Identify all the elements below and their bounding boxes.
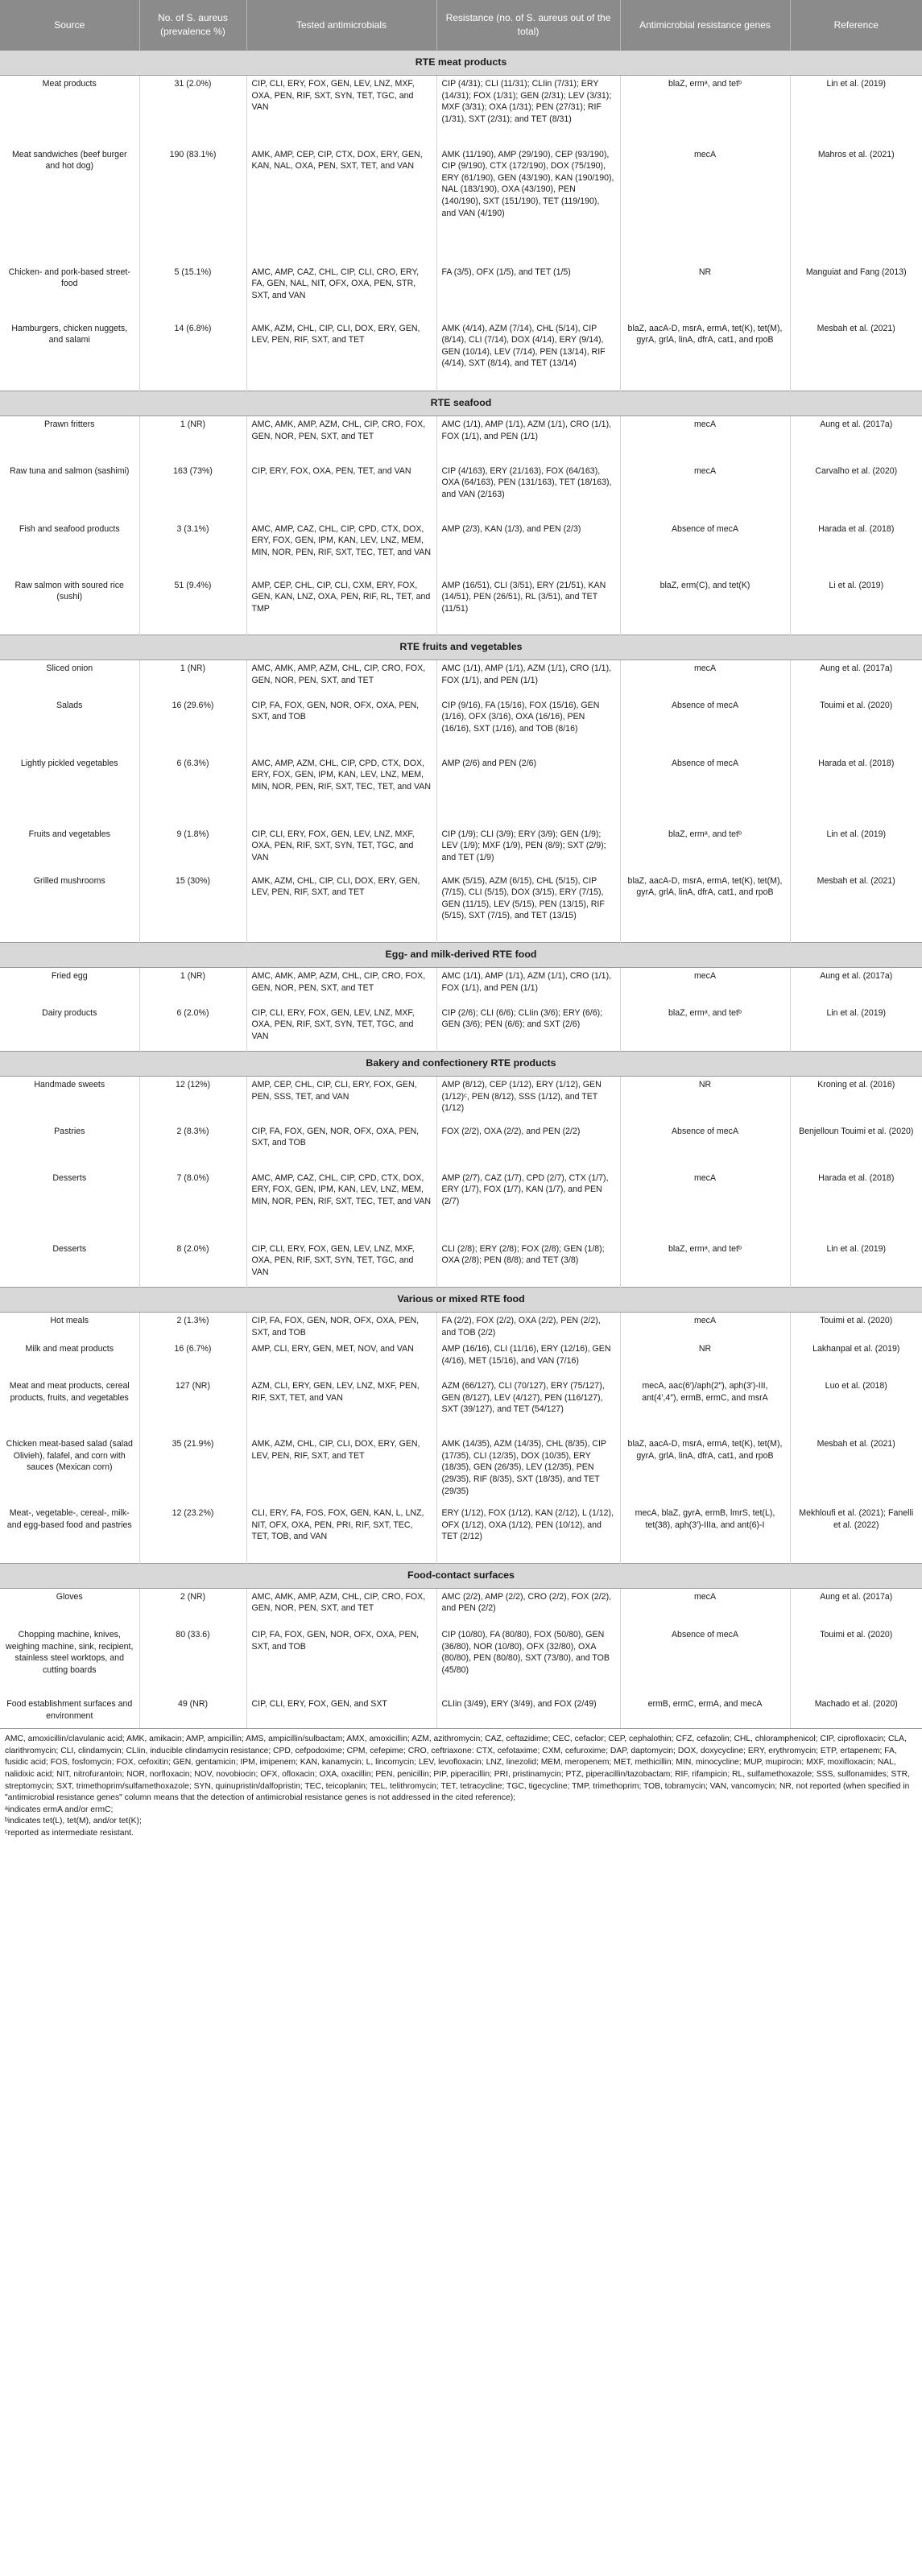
cell-genes: mecA bbox=[620, 1313, 790, 1342]
cell-genes: mecA, aac(6′)/aph(2″), aph(3′)-III, ant(4′,4″), ermB, ermC, and msrA bbox=[620, 1378, 790, 1436]
cell-antimicrobials: CIP, CLI, ERY, FOX, GEN, LEV, LNZ, MXF, OXA, PEN, RIF, SXT, SYN, TET, TGC, and VAN bbox=[246, 1005, 436, 1052]
cell-genes: Absence of mecA bbox=[620, 697, 790, 755]
cell-source: Meat and meat products, cereal products, fruits, and vegetables bbox=[9, 1381, 130, 1403]
table-row bbox=[0, 1696, 922, 1728]
cell-reference: Lin et al. (2019) bbox=[790, 1241, 922, 1288]
cell-source: Food establishment surfaces and environment bbox=[6, 1699, 133, 1721]
cell-antimicrobials: AZM, CLI, ERY, GEN, LEV, LNZ, MXF, PEN, RIF, SXT, TET, and VAN bbox=[246, 1378, 436, 1436]
cell-resistance: AMP (16/16), CLI (11/16), ERY (12/16), GEN (4/16), MET (15/16), and VAN (7/16) bbox=[436, 1341, 620, 1378]
cell-resistance: AMK (4/14), AZM (7/14), CHL (5/14), CIP (8/14), CLI (7/14), DOX (4/14), ERY (9/14), GEN (10/14), LEV (7/14), PEN (13/14), RIF (4/14), SXT (8/14), and TET (13/14) bbox=[436, 320, 620, 391]
cell-antimicrobials: AMC, AMK, AMP, AZM, CHL, CIP, CRO, FOX, GEN, NOR, PEN, SXT, and TET bbox=[246, 1588, 436, 1627]
cell-antimicrobials: AMP, CLI, ERY, GEN, MET, NOV, and VAN bbox=[246, 1341, 436, 1378]
cell-source: Salads bbox=[56, 700, 83, 710]
cell-prevalence: 6 (6.3%) bbox=[139, 755, 246, 826]
section-header-row bbox=[0, 635, 922, 660]
table-row bbox=[0, 1505, 922, 1563]
cell-source: Prawn fritters bbox=[44, 420, 95, 429]
cell-prevalence: 127 (NR) bbox=[139, 1378, 246, 1436]
cell-reference: Manguiat and Fang (2013) bbox=[790, 264, 922, 320]
cell-resistance: CIP (4/163), ERY (21/163), FOX (64/163), OXA (64/163), PEN (131/163), TET (18/163), and VAN (2/163) bbox=[436, 463, 620, 521]
table-row bbox=[0, 463, 922, 521]
cell-reference: Mesbah et al. (2021) bbox=[790, 873, 922, 943]
cell-prevalence: 2 (NR) bbox=[139, 1588, 246, 1627]
cell-resistance: ERY (1/12), FOX (1/12), KAN (2/12), L (1/12), OFX (1/12), OXA (1/12), PEN (10/12), and TET (2/12) bbox=[436, 1505, 620, 1563]
cell-source: Dairy products bbox=[42, 1007, 97, 1018]
cell-genes: blaZ, aacA-D, msrA, ermA, tet(K), tet(M), gyrA, grlA, linA, dfrA, cat1, and rpoB bbox=[620, 873, 790, 943]
cell-prevalence: 16 (6.7%) bbox=[139, 1341, 246, 1378]
cell-antimicrobials: AMK, AMP, CEP, CIP, CTX, DOX, ERY, GEN, KAN, NAL, OXA, PEN, SXT, TET, and VAN bbox=[246, 147, 436, 264]
cell-resistance: AZM (66/127), CLI (70/127), ERY (75/127), GEN (8/127), LEV (4/127), PEN (116/127), SXT (39/127), and TET (54/127) bbox=[436, 1378, 620, 1436]
section-header-row bbox=[0, 1052, 922, 1077]
cell-reference: Benjelloun Touimi et al. (2020) bbox=[790, 1123, 922, 1170]
cell-genes: ermB, ermC, ermA, and mecA bbox=[620, 1696, 790, 1728]
cell-prevalence: 12 (23.2%) bbox=[139, 1505, 246, 1563]
footnote-b: ᵇindicates tet(L), tet(M), and/or tet(K); bbox=[5, 1817, 142, 1826]
cell-genes: blaZ, aacA-D, msrA, ermA, tet(K), tet(M), gyrA, grlA, linA, dfrA, cat1, and rpoB bbox=[620, 320, 790, 391]
cell-genes: blaZ, ermᵃ, and tetᵇ bbox=[620, 76, 790, 147]
cell-source: Desserts bbox=[52, 1243, 87, 1254]
cell-antimicrobials: AMK, AZM, CHL, CIP, CLI, DOX, ERY, GEN, LEV, PEN, RIF, SXT, and TET bbox=[246, 873, 436, 943]
cell-antimicrobials: CIP, ERY, FOX, OXA, PEN, TET, and VAN bbox=[246, 463, 436, 521]
cell-antimicrobials: AMC, AMP, CAZ, CHL, CIP, CPD, CTX, DOX, ERY, FOX, GEN, IPM, KAN, LEV, LNZ, MEM, MIN, NOR, PEN, RIF, SXT, TEC, TET, and VAN bbox=[246, 521, 436, 577]
cell-resistance: AMK (14/35), AZM (14/35), CHL (8/35), CIP (17/35), CLI (12/35), DOX (10/35), ERY (18/35), GEN (26/35), LEV (12/35), PEN (29/35), RIF (8/35), SXT (18/35), and TET (29/35) bbox=[436, 1436, 620, 1505]
cell-resistance: AMC (1/1), AMP (1/1), AZM (1/1), CRO (1/1), FOX (1/1), and PEN (1/1) bbox=[436, 660, 620, 697]
table-row bbox=[0, 416, 922, 463]
section-title: RTE seafood bbox=[0, 391, 922, 416]
cell-reference: Mesbah et al. (2021) bbox=[790, 320, 922, 391]
header-antimicrobials: Tested antimicrobials bbox=[246, 0, 436, 51]
cell-resistance: CIP (1/9); CLI (3/9); ERY (3/9); GEN (1/9); LEV (1/9); MXF (1/9), PEN (8/9); SXT (2/9); and TET (1/9) bbox=[436, 826, 620, 873]
cell-reference: Aung et al. (2017a) bbox=[790, 416, 922, 463]
table-row bbox=[0, 1436, 922, 1505]
cell-reference: Mahros et al. (2021) bbox=[790, 147, 922, 264]
cell-resistance: AMP (2/7), CAZ (1/7), CPD (2/7), CTX (1/7), ERY (1/7), FOX (1/7), KAN (1/7), and PEN (2/7) bbox=[436, 1170, 620, 1241]
cell-reference: Harada et al. (2018) bbox=[790, 755, 922, 826]
footnote-c: ᶜreported as intermediate resistant. bbox=[5, 1829, 134, 1838]
cell-reference: Touimi et al. (2020) bbox=[790, 697, 922, 755]
table-body bbox=[0, 51, 922, 1729]
cell-genes: mecA bbox=[620, 416, 790, 463]
table-row bbox=[0, 1588, 922, 1627]
cell-reference: Lin et al. (2019) bbox=[790, 1005, 922, 1052]
cell-resistance: AMC (1/1), AMP (1/1), AZM (1/1), CRO (1/1), FOX (1/1), and PEN (1/1) bbox=[436, 968, 620, 1005]
cell-resistance: CIP (4/31); CLI (11/31); CLIin (7/31); ERY (14/31); FOX (1/31); GEN (2/31); LEV (3/31); MXF (3/31); OXA (1/31); PEN (27/31); RIF (1/31), SXT (2/31); and TET (8/31) bbox=[436, 76, 620, 147]
cell-antimicrobials: CLI, ERY, FA, FOS, FOX, GEN, KAN, L, LNZ, NIT, OFX, OXA, PEN, PRI, RIF, SXT, TEC, TET, TOB, and VAN bbox=[246, 1505, 436, 1563]
section-header-row bbox=[0, 391, 922, 416]
cell-antimicrobials: CIP, CLI, ERY, FOX, GEN, and SXT bbox=[246, 1696, 436, 1728]
cell-source: Sliced onion bbox=[46, 664, 93, 673]
cell-antimicrobials: AMC, AMP, CAZ, CHL, CIP, CPD, CTX, DOX, ERY, FOX, GEN, IPM, KAN, LEV, LNZ, MEM, MIN, NOR, PEN, RIF, SXT, TEC, TET, and VAN bbox=[246, 1170, 436, 1241]
table-row bbox=[0, 755, 922, 826]
table-row bbox=[0, 147, 922, 264]
cell-reference: Aung et al. (2017a) bbox=[790, 968, 922, 1005]
cell-resistance: AMP (2/3), KAN (1/3), and PEN (2/3) bbox=[436, 521, 620, 577]
cell-reference: Li et al. (2019) bbox=[790, 577, 922, 635]
cell-reference: Touimi et al. (2020) bbox=[790, 1627, 922, 1696]
cell-prevalence: 14 (6.8%) bbox=[139, 320, 246, 391]
cell-prevalence: 12 (12%) bbox=[139, 1077, 246, 1123]
cell-antimicrobials: AMP, CEP, CHL, CIP, CLI, ERY, FOX, GEN, PEN, SSS, TET, and VAN bbox=[246, 1077, 436, 1123]
cell-reference: Machado et al. (2020) bbox=[790, 1696, 922, 1728]
table-row bbox=[0, 521, 922, 577]
cell-genes: mecA, blaZ, gyrA, ermB, lmrS, tet(L), tet(38), aph(3′)-IIIa, and ant(6)-I bbox=[620, 1505, 790, 1563]
cell-reference: Mesbah et al. (2021) bbox=[790, 1436, 922, 1505]
table-row bbox=[0, 1627, 922, 1696]
cell-resistance: AMP (2/6) and PEN (2/6) bbox=[436, 755, 620, 826]
cell-prevalence: 31 (2.0%) bbox=[139, 76, 246, 147]
cell-prevalence: 2 (1.3%) bbox=[139, 1313, 246, 1342]
cell-resistance: AMP (16/51), CLI (3/51), ERY (21/51), KAN (14/51), PEN (26/51), RL (3/51), and TET (11/51) bbox=[436, 577, 620, 635]
cell-resistance: AMP (8/12), CEP (1/12), ERY (1/12), GEN (1/12)ᶜ, PEN (8/12), SSS (1/12), and TET (1/12) bbox=[436, 1077, 620, 1123]
table-row bbox=[0, 76, 922, 147]
cell-resistance: CIP (10/80), FA (80/80), FOX (50/80), GEN (36/80), NOR (10/80), OFX (32/80), OXA (80/80), PEN (80/80), SXT (73/80), and TOB (45/80) bbox=[436, 1627, 620, 1696]
cell-genes: Absence of mecA bbox=[620, 755, 790, 826]
cell-genes: mecA bbox=[620, 147, 790, 264]
cell-antimicrobials: CIP, CLI, ERY, FOX, GEN, LEV, LNZ, MXF, OXA, PEN, RIF, SXT, SYN, TET, TGC, and VAN bbox=[246, 76, 436, 147]
section-title: Various or mixed RTE food bbox=[0, 1288, 922, 1313]
cell-source: Meat-, vegetable-, cereal-, milk- and egg-based food and pastries bbox=[6, 1508, 132, 1530]
cell-reference: Harada et al. (2018) bbox=[790, 1170, 922, 1241]
table-row bbox=[0, 1005, 922, 1052]
table-row bbox=[0, 968, 922, 1005]
cell-resistance: CLI (2/8); ERY (2/8); FOX (2/8); GEN (1/8); OXA (2/8); PEN (8/8); and TET (3/8) bbox=[436, 1241, 620, 1288]
table-row bbox=[0, 826, 922, 873]
cell-genes: blaZ, aacA-D, msrA, ermA, tet(K), tet(M), gyrA, grlA, linA, dfrA, cat1, and rpoB bbox=[620, 1436, 790, 1505]
cell-prevalence: 1 (NR) bbox=[139, 416, 246, 463]
cell-antimicrobials: CIP, FA, FOX, GEN, NOR, OFX, OXA, PEN, SXT, and TOB bbox=[246, 1313, 436, 1342]
cell-source: Pastries bbox=[54, 1126, 85, 1136]
cell-antimicrobials: AMP, CEP, CHL, CIP, CLI, CXM, ERY, FOX, GEN, KAN, LNZ, OXA, PEN, RIF, RL, TET, and TMP bbox=[246, 577, 436, 635]
cell-resistance: AMC (2/2), AMP (2/2), CRO (2/2), FOX (2/2), and PEN (2/2) bbox=[436, 1588, 620, 1627]
section-title: Egg- and milk-derived RTE food bbox=[0, 943, 922, 968]
cell-prevalence: 16 (29.6%) bbox=[139, 697, 246, 755]
cell-resistance: FA (3/5), OFX (1/5), and TET (1/5) bbox=[436, 264, 620, 320]
cell-genes: mecA bbox=[620, 463, 790, 521]
cell-antimicrobials: AMK, AZM, CHL, CIP, CLI, DOX, ERY, GEN, LEV, PEN, RIF, SXT, and TET bbox=[246, 1436, 436, 1505]
section-header-row bbox=[0, 51, 922, 76]
cell-prevalence: 9 (1.8%) bbox=[139, 826, 246, 873]
cell-genes: NR bbox=[620, 1341, 790, 1378]
cell-genes: blaZ, ermᵃ, and tetᵇ bbox=[620, 826, 790, 873]
cell-source: Fish and seafood products bbox=[19, 523, 120, 534]
section-title: RTE fruits and vegetables bbox=[0, 635, 922, 660]
cell-resistance: AMK (11/190), AMP (29/190), CEP (93/190), CIP (9/190), CTX (172/190), DOX (75/190), ERY (61/190), GEN (43/190), KAN (190/190), NAL (183/190), OXA (43/190), PEN (140/190), SXT (151/190), TET (119/190), and VAN (4/190) bbox=[436, 147, 620, 264]
section-title: Food-contact surfaces bbox=[0, 1563, 922, 1588]
cell-reference: Carvalho et al. (2020) bbox=[790, 463, 922, 521]
cell-prevalence: 1 (NR) bbox=[139, 660, 246, 697]
table-row bbox=[0, 1241, 922, 1288]
section-header-row bbox=[0, 1288, 922, 1313]
table-row bbox=[0, 1341, 922, 1378]
cell-reference: Kroning et al. (2016) bbox=[790, 1077, 922, 1123]
table-row bbox=[0, 1313, 922, 1342]
cell-antimicrobials: CIP, FA, FOX, GEN, NOR, OFX, OXA, PEN, SXT, and TOB bbox=[246, 1123, 436, 1170]
cell-prevalence: 5 (15.1%) bbox=[139, 264, 246, 320]
cell-genes: mecA bbox=[620, 1170, 790, 1241]
header-reference: Reference bbox=[790, 0, 922, 51]
cell-source: Grilled mushrooms bbox=[33, 875, 105, 886]
cell-source: Meat products bbox=[42, 79, 97, 89]
cell-resistance: AMC (1/1), AMP (1/1), AZM (1/1), CRO (1/1), FOX (1/1), and PEN (1/1) bbox=[436, 416, 620, 463]
header-resistance: Resistance (no. of S. aureus out of the total) bbox=[436, 0, 620, 51]
header-prevalence: No. of S. aureus (prevalence %) bbox=[139, 0, 246, 51]
cell-prevalence: 1 (NR) bbox=[139, 968, 246, 1005]
cell-antimicrobials: AMC, AMK, AMP, AZM, CHL, CIP, CRO, FOX, GEN, NOR, PEN, SXT, and TET bbox=[246, 416, 436, 463]
cell-prevalence: 15 (30%) bbox=[139, 873, 246, 943]
cell-genes: NR bbox=[620, 264, 790, 320]
cell-prevalence: 190 (83.1%) bbox=[139, 147, 246, 264]
cell-antimicrobials: AMC, AMP, AZM, CHL, CIP, CPD, CTX, DOX, ERY, FOX, GEN, IPM, KAN, LEV, LNZ, MEM, MIN, NOR, PEN, RIF, SXT, TEC, TET, and VAN bbox=[246, 755, 436, 826]
table-row bbox=[0, 1077, 922, 1123]
cell-prevalence: 2 (8.3%) bbox=[139, 1123, 246, 1170]
section-title: Bakery and confectionery RTE products bbox=[0, 1052, 922, 1077]
cell-source: Fruits and vegetables bbox=[28, 829, 110, 839]
cell-source: Chopping machine, knives, weighing machine, sink, recipient, stainless steel worktops, and cutting boards bbox=[6, 1630, 134, 1676]
cell-source: Meat sandwiches (beef burger and hot dog) bbox=[11, 149, 127, 172]
cell-antimicrobials: CIP, FA, FOX, GEN, NOR, OFX, OXA, PEN, SXT, and TOB bbox=[246, 1627, 436, 1696]
cell-reference: Aung et al. (2017a) bbox=[790, 660, 922, 697]
cell-source: Chicken meat-based salad (salad Olivieh), falafel, and corn with sauces (Mexican corn) bbox=[6, 1439, 133, 1473]
cell-genes: blaZ, ermᵃ, and tetᵇ bbox=[620, 1005, 790, 1052]
footnote-a: ᵃindicates ermA and/or ermC; bbox=[5, 1805, 114, 1814]
cell-genes: Absence of mecA bbox=[620, 521, 790, 577]
cell-genes: blaZ, ermᵃ, and tetᵇ bbox=[620, 1241, 790, 1288]
cell-antimicrobials: CIP, CLI, ERY, FOX, GEN, LEV, LNZ, MXF, OXA, PEN, RIF, SXT, SYN, TET, TGC, and VAN bbox=[246, 1241, 436, 1288]
cell-source: Gloves bbox=[56, 1591, 83, 1602]
cell-prevalence: 80 (33.6) bbox=[139, 1627, 246, 1696]
section-header-row bbox=[0, 943, 922, 968]
cell-resistance: FA (2/2), FOX (2/2), OXA (2/2), PEN (2/2), and TOB (2/2) bbox=[436, 1313, 620, 1342]
cell-genes: NR bbox=[620, 1077, 790, 1123]
cell-source: Milk and meat products bbox=[25, 1344, 114, 1354]
cell-resistance: AMK (5/15), AZM (6/15), CHL (5/15), CIP (7/15), CLI (5/15), DOX (3/15), ERY (7/15), GEN (11/15), LEV (5/15), PEN (13/15), RIF (5/15), SXT (7/15), and TET (13/15) bbox=[436, 873, 620, 943]
cell-source: Lightly pickled vegetables bbox=[20, 758, 118, 768]
cell-reference: Lin et al. (2019) bbox=[790, 826, 922, 873]
cell-genes: mecA bbox=[620, 660, 790, 697]
header-genes: Antimicrobial resistance genes bbox=[620, 0, 790, 51]
cell-source: Fried egg bbox=[51, 971, 88, 981]
cell-genes: blaZ, erm(C), and tet(K) bbox=[620, 577, 790, 635]
table-row bbox=[0, 1170, 922, 1241]
cell-resistance: CLIin (3/49), ERY (3/49), and FOX (2/49) bbox=[436, 1696, 620, 1728]
table-row bbox=[0, 697, 922, 755]
cell-antimicrobials: CIP, FA, FOX, GEN, NOR, OFX, OXA, PEN, SXT, and TOB bbox=[246, 697, 436, 755]
cell-prevalence: 35 (21.9%) bbox=[139, 1436, 246, 1505]
table-row bbox=[0, 1123, 922, 1170]
cell-source: Chicken- and pork-based street-food bbox=[8, 267, 130, 289]
cell-reference: Touimi et al. (2020) bbox=[790, 1313, 922, 1342]
table-footnotes bbox=[0, 1728, 922, 1839]
cell-genes: mecA bbox=[620, 1588, 790, 1627]
cell-source: Hot meals bbox=[50, 1316, 89, 1325]
cell-resistance: CIP (9/16), FA (15/16), FOX (15/16), GEN (1/16), OFX (3/16), OXA (16/16), PEN (16/16), SXT (1/16), and TOB (8/16) bbox=[436, 697, 620, 755]
cell-reference: Harada et al. (2018) bbox=[790, 521, 922, 577]
cell-source: Raw salmon with soured rice (sushi) bbox=[14, 580, 124, 602]
section-header-row bbox=[0, 1563, 922, 1588]
footnote-abbreviations: AMC, amoxicillin/clavulanic acid; AMK, amikacin; AMP, ampicillin; AMS, ampicillin/sulbactam; AMX, amoxicillin; AZM, azithromycin; CAZ, ceftazidime; CEC, cefaclor; CEP, cephalothin; CFZ, cefazolin; CHL, chloramphenicol; CIP, ciprofloxacin; CLA, clarithromycin; CLI, clindamycin; CLIin, inducible clindamycin resistance; CPD, cefpodoxime; CPM, cefepime; CRO, ceftriaxone: CTX, cefotaxime; CXM, cefuroxime; DAP, daptomycin; DOX, doxycycline; ERY, erythromycin; ETP, ertapenem; FA, fusidic acid; FOS, fosfomycin; FOX, cefoxitin; GEN, gentamicin; IPM, imipenem; KAN, kanamycin; L, lincomycin; LEV, levofloxacin; LNZ, linezolid; MEM, meropenem; MET, methicillin; MIN, minocycline; MUP, mupirocin; MXF, moxifloxacin; NAL, nalidixic acid; NIT, nitrofurantoin; NOR, norfloxacin; NOV, novobiocin; OFX, ofloxacin; OXA, oxacillin; PEN, penicillin; PIP, piperacillin; PRI, pristinamycin; PTZ, piperacillin/tazobactam; RIF, rifampicin; RL, sulfamethoxazole; SSS, sulfonamides; STR, streptomycin; SXT, trimethoprim/sulfamethoxazole; SYN, quinupristin/dalfopristin; TEC, teicoplanin; TEL, telithromycin; TET, tetracycline; TGC, tigecycline; TMP, trimethoprim; TOB, tobramycin; VAN, vancomycin; NR, not reported (when specified in "antimicrobial resistance genes" column means that the detection of antimicrobial resistance genes is not addressed in the cited reference); bbox=[5, 1735, 910, 1803]
cell-prevalence: 49 (NR) bbox=[139, 1696, 246, 1728]
cell-reference: Lin et al. (2019) bbox=[790, 76, 922, 147]
cell-genes: mecA bbox=[620, 968, 790, 1005]
cell-reference: Mekhloufi et al. (2021); Fanelli et al. (2022) bbox=[790, 1505, 922, 1563]
cell-genes: Absence of mecA bbox=[620, 1627, 790, 1696]
cell-prevalence: 163 (73%) bbox=[139, 463, 246, 521]
table-row bbox=[0, 660, 922, 697]
table-row bbox=[0, 873, 922, 943]
table-row bbox=[0, 1378, 922, 1436]
table-header bbox=[0, 0, 922, 51]
cell-reference: Aung et al. (2017a) bbox=[790, 1588, 922, 1627]
cell-source: Handmade sweets bbox=[34, 1080, 105, 1090]
cell-antimicrobials: AMK, AZM, CHL, CIP, CLI, DOX, ERY, GEN, LEV, PEN, RIF, SXT, and TET bbox=[246, 320, 436, 391]
cell-reference: Luo et al. (2018) bbox=[790, 1378, 922, 1436]
cell-source: Raw tuna and salmon (sashimi) bbox=[10, 465, 130, 476]
cell-prevalence: 51 (9.4%) bbox=[139, 577, 246, 635]
header-source: Source bbox=[0, 0, 139, 51]
cell-antimicrobials: AMC, AMK, AMP, AZM, CHL, CIP, CRO, FOX, GEN, NOR, PEN, SXT, and TET bbox=[246, 660, 436, 697]
cell-prevalence: 8 (2.0%) bbox=[139, 1241, 246, 1288]
cell-prevalence: 7 (8.0%) bbox=[139, 1170, 246, 1241]
cell-resistance: FOX (2/2), OXA (2/2), and PEN (2/2) bbox=[436, 1123, 620, 1170]
cell-source: Desserts bbox=[52, 1172, 87, 1183]
section-title: RTE meat products bbox=[0, 51, 922, 76]
cell-antimicrobials: CIP, CLI, ERY, FOX, GEN, LEV, LNZ, MXF, OXA, PEN, RIF, SXT, SYN, TET, TGC, and VAN bbox=[246, 826, 436, 873]
cell-resistance: CIP (2/6); CLI (6/6); CLIin (3/6); ERY (6/6); GEN (3/6); PEN (6/6); and SXT (2/6) bbox=[436, 1005, 620, 1052]
cell-antimicrobials: AMC, AMK, AMP, AZM, CHL, CIP, CRO, FOX, GEN, NOR, PEN, SXT, and TET bbox=[246, 968, 436, 1005]
cell-prevalence: 3 (3.1%) bbox=[139, 521, 246, 577]
table-row bbox=[0, 320, 922, 391]
cell-reference: Lakhanpal et al. (2019) bbox=[790, 1341, 922, 1378]
table-row bbox=[0, 264, 922, 320]
cell-source: Hamburgers, chicken nuggets, and salami bbox=[11, 323, 128, 345]
cell-antimicrobials: AMC, AMP, CAZ, CHL, CIP, CLI, CRO, ERY, FA, GEN, NAL, NIT, OFX, OXA, PEN, STR, SXT, and VAN bbox=[246, 264, 436, 320]
cell-prevalence: 6 (2.0%) bbox=[139, 1005, 246, 1052]
table-row bbox=[0, 577, 922, 635]
cell-genes: Absence of mecA bbox=[620, 1123, 790, 1170]
